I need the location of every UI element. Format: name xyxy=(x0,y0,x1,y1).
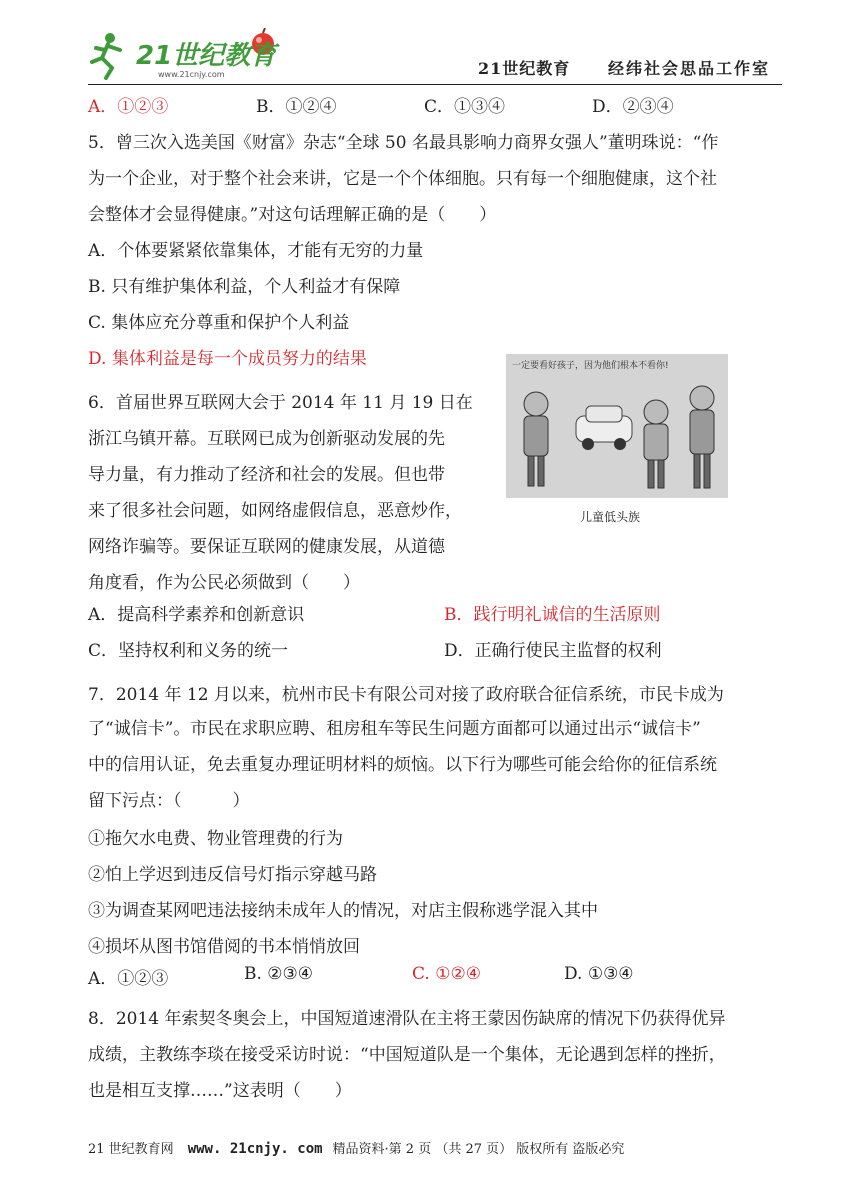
q7-stem-line: 了“诚信卡”。市民在求职应聘、租房租车等民生问题方面都可以通过出示“诚信卡” xyxy=(88,719,701,739)
q4-option-d: D．②③④ xyxy=(592,97,674,117)
q8-stem-line: 也是相互支撑……”这表明（ ） xyxy=(88,1081,352,1101)
q6-stem-line: 导力量，有力推动了经济和社会的发展。但也带 xyxy=(88,465,445,485)
q6-option-c: C．坚持权利和义务的统一 xyxy=(88,641,289,661)
q6-stem-line: 来了很多社会问题，如网络虚假信息，恶意炒作， xyxy=(88,501,462,521)
q6-stem-line: 6．首届世界互联网大会于 2014 年 11 月 19 日在 xyxy=(88,393,473,413)
q6-option-b: B．践行明礼诚信的生活原则 xyxy=(444,605,661,625)
q7-item: ③为调查某网吧违法接纳未成年人的情况，对店主假称逃学混入其中 xyxy=(88,901,598,921)
q4-option-b: B．①②④ xyxy=(256,97,337,117)
figure-caption: 儿童低头族 xyxy=(580,510,641,524)
header-studio: 经纬社会思品工作室 xyxy=(608,59,771,78)
q5-option-d: D. 集体利益是每一个成员努力的结果 xyxy=(88,349,367,369)
page-header xyxy=(88,28,780,84)
q4-option-c: C．①③④ xyxy=(424,97,506,117)
q4-option-a: A．①②③ xyxy=(88,97,169,117)
q7-stem-line: 留下污点：（ ） xyxy=(88,791,250,811)
q7-option-b: B. ②③④ xyxy=(244,964,314,984)
q8-stem-line: 成绩，主教练李琰在接受采访时说：“中国短道队是一个集体，无论遇到怎样的挫折， xyxy=(88,1045,726,1065)
q7-option-a: A．①②③ xyxy=(88,969,169,989)
q5-option-a: A．个体要紧紧依靠集体，才能有无穷的力量 xyxy=(88,241,424,261)
q7-item: ④损坏从图书馆借阅的书本悄悄放回 xyxy=(88,937,360,957)
q8-stem-line: 8．2014 年索契冬奥会上，中国短道速滑队在主将王蒙因伤缺席的情况下仍获得优异 xyxy=(88,1009,726,1029)
svg-text:21世纪教育: 21世纪教育 xyxy=(136,41,277,71)
q5-stem-line: 会整体才会显得健康。”对这句话理解正确的是（ ） xyxy=(88,205,497,225)
q5-option-c: C. 集体应充分尊重和保护个人利益 xyxy=(88,313,350,333)
footer-text: 精品资料·第 2 页 （共 27 页） 版权所有 盗版必究 xyxy=(332,1142,625,1157)
q5-option-b: B. 只有维护集体利益，个人利益才有保障 xyxy=(88,277,401,297)
q5-stem-line: 5．曾三次入选美国《财富》杂志“全球 50 名最具影响力商界女强人”董明珠说：“作 xyxy=(88,133,719,153)
q6-stem-line: 网络诈骗等。要保证互联网的健康发展，从道德 xyxy=(88,537,445,557)
footer-site-link[interactable]: www. 21cnjy. com xyxy=(187,1141,323,1157)
q6-stem-line: 浙江乌镇开幕。互联网已成为创新驱动发展的先 xyxy=(88,429,445,449)
header-rule xyxy=(88,84,782,85)
cartoon-illustration xyxy=(506,354,728,498)
footer-org: 21 世纪教育网 xyxy=(88,1142,174,1157)
q7-item: ②怕上学迟到违反信号灯指示穿越马路 xyxy=(88,865,377,885)
q6-option-d: D．正确行使民主监督的权利 xyxy=(444,641,662,661)
svg-text:www.21cnjy.com: www.21cnjy.com xyxy=(158,70,225,79)
q6-stem-line: 角度看，作为公民必须做到（ ） xyxy=(88,573,360,593)
q6-option-a: A．提高科学素养和创新意识 xyxy=(88,605,305,625)
q7-stem-line: 7．2014 年 12 月以来，杭州市民卡有限公司对接了政府联合征信系统，市民卡成为 xyxy=(88,685,724,705)
q7-stem-line: 中的信用认证，免去重复办理证明材料的烦恼。以下行为哪些可能会给你的征信系统 xyxy=(88,755,717,775)
header-org: 21世纪教育 xyxy=(478,59,571,78)
q7-item: ①拖欠水电费、物业管理费的行为 xyxy=(88,829,343,849)
svg-text:一定要看好孩子，因为他们根本不看你!: 一定要看好孩子，因为他们根本不看你! xyxy=(512,361,669,371)
q7-option-d: D. ①③④ xyxy=(564,964,634,984)
q5-stem-line: 为一个企业，对于整个社会来讲，它是一个个体细胞。只有每一个细胞健康，这个社 xyxy=(88,169,717,189)
logo-21cnjy xyxy=(88,28,288,80)
page-footer xyxy=(88,1138,624,1157)
cartoon-image xyxy=(506,354,728,498)
q7-option-c: C. ①②④ xyxy=(412,964,481,984)
